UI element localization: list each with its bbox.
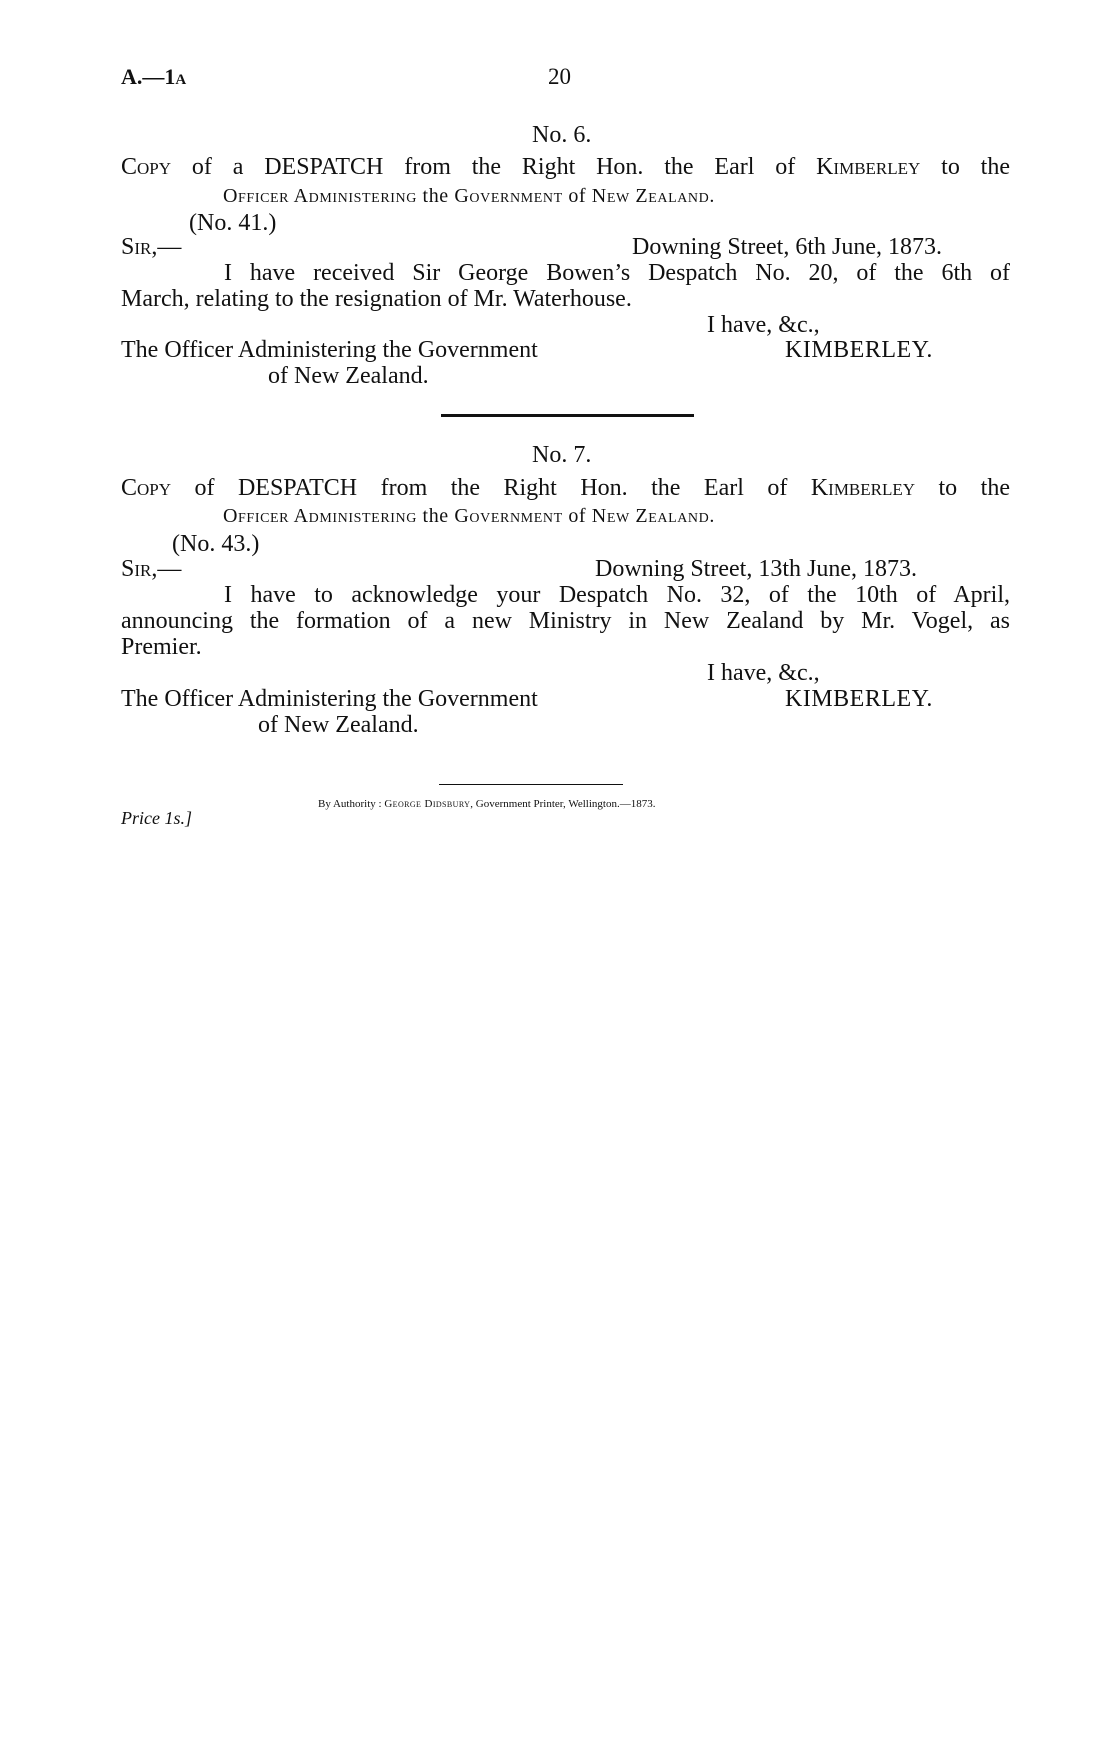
footer-rule — [439, 784, 623, 785]
despatch-7-signature: KIMBERLEY. — [785, 686, 933, 712]
despatch-6-place-date: Downing Street, 6th June, 1873. — [632, 234, 942, 260]
despatch-7-title-end: to the — [915, 475, 1010, 501]
despatch-6-recipient-line-1: The Officer Administering the Government — [121, 337, 538, 363]
document-reference-main: A.—1 — [121, 64, 176, 89]
despatch-7-addressee-government: Government — [454, 505, 563, 527]
despatch-6-addressee-of: of — [562, 185, 592, 207]
printer-imprint-name: George Didsbury — [384, 798, 471, 810]
despatch-7-addressee-officer: Officer Administering — [223, 505, 417, 527]
printer-imprint-suffix: , Government Printer, Wellington.—1873. — [470, 798, 656, 810]
despatch-7-title-mid: of DESPATCH from the Right Hon. the Earl of — [171, 475, 811, 501]
despatch-6-addressee-nz: New Zealand. — [591, 185, 715, 207]
despatch-6-addressee — [223, 184, 715, 208]
despatch-6-closing: I have, &c., — [707, 312, 820, 338]
despatch-7-body-line-1: I have to acknowledge your Despatch No. 32, of the 10th of April, — [224, 582, 1010, 608]
despatch-6-recipient-line-2: of New Zealand. — [268, 363, 429, 389]
document-reference-suffix: A — [175, 72, 187, 88]
despatch-7-addressee-the: the — [416, 505, 455, 527]
printer-imprint-prefix: By Authority : — [318, 798, 385, 810]
despatch-7-addressee-of: of — [562, 505, 592, 527]
despatch-6-title-mid: of a DESPATCH from the Right Hon. the Earl of — [171, 154, 817, 180]
despatch-6-title-copy: Copy — [121, 154, 172, 180]
despatch-separator-rule — [441, 414, 694, 417]
printer-imprint — [318, 797, 655, 811]
despatch-6-salutation: Sir,— — [121, 234, 182, 260]
despatch-7-recipient-line-2: of New Zealand. — [258, 712, 419, 738]
despatch-7-number: No. 7. — [532, 442, 592, 468]
document-reference — [121, 64, 186, 90]
despatch-7-salutation: Sir,— — [121, 556, 182, 582]
despatch-6-addressee-the: the — [416, 185, 455, 207]
despatch-7-title — [121, 474, 1010, 502]
despatch-7-body-line-2: announcing the formation of a new Ministry in New Zealand by Mr. Vogel, as — [121, 608, 1010, 634]
page-number: 20 — [548, 64, 571, 89]
despatch-6-number: No. 6. — [532, 122, 592, 148]
despatch-6-body-line-2: March, relating to the resignation of Mr. Waterhouse. — [121, 286, 632, 312]
despatch-6-addressee-government: Government — [454, 185, 563, 207]
despatch-7-addressee-nz: New Zealand. — [591, 505, 715, 527]
despatch-7-body-line-3: Premier. — [121, 634, 202, 660]
despatch-7-addressee — [223, 504, 715, 528]
despatch-7-ref: (No. 43.) — [172, 531, 260, 557]
despatch-6-ref: (No. 41.) — [189, 210, 277, 236]
despatch-6-signature: KIMBERLEY. — [785, 337, 933, 363]
despatch-6-title — [121, 153, 1010, 181]
despatch-7-closing: I have, &c., — [707, 660, 820, 686]
despatch-6-addressee-officer: Officer Administering — [223, 185, 417, 207]
despatch-7-recipient-line-1: The Officer Administering the Government — [121, 686, 538, 712]
despatch-7-title-copy: Copy — [121, 475, 172, 501]
despatch-7-place-date: Downing Street, 13th June, 1873. — [595, 556, 917, 582]
despatch-6-title-earl: Kimberley — [816, 154, 921, 180]
despatch-6-title-end: to the — [920, 154, 1010, 180]
price-note: Price 1s.] — [121, 808, 192, 828]
despatch-6-body-line-1: I have received Sir George Bowen’s Despatch No. 20, of the 6th of — [224, 260, 1010, 286]
despatch-7-title-earl: Kimberley — [810, 475, 916, 501]
